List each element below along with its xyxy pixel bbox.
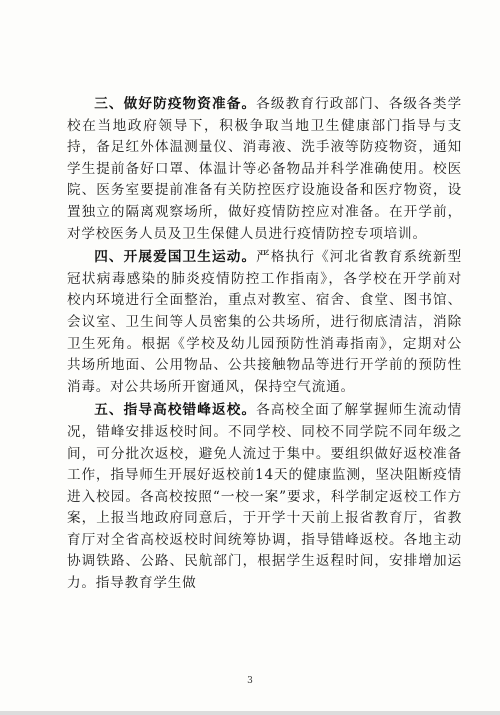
section-five-paragraph [67,400,462,594]
section-five-body: 各高校全面了解掌握师生流动情况，错峰安排返校时间。不同学校、同校不同学院不同年级之间，可分批次返校，避免人流过于集中。要组织做好返校准备工作，指导师生开展好返校前14天的健康监测，坚决阻断疫情进入校园。各高校按照“一校一案”要求，科学制定返校工作方案，上报当地政府同意后，于开学十天前上报省教育厅，省教育厅对全省高校返校时间统筹协调，指导错峰返校。各地主动协调铁路、公路、民航部门，根据学生返程时间，安排增加运力。指导教育学生做 [67,402,462,592]
page-bottom-edge [0,711,500,715]
section-four-body: 严格执行《河北省教育系统新型冠状病毒感染的肺炎疫情防控工作指南》，各学校在开学前对校内环境进行全面整治，重点对教室、宿舍、食堂、图书馆、会议室、卫生间等人员密集的公共场所，进行彻底清洁，消除卫生死角。根据《学校及幼儿园预防性消毒指南》，定期对公共场所地面、公用物品、公共接触物品等进行开学前的预防性消毒。对公共场所开窗通风，保持空气流通。 [67,249,462,395]
section-five-heading: 五、指导高校错峰返校。 [94,402,257,419]
document-body [67,94,462,597]
page-number: 3 [247,676,253,686]
section-four-heading: 四、开展爱国卫生运动。 [94,249,257,266]
section-three-paragraph [67,94,462,245]
section-four-paragraph [67,247,462,398]
section-three-heading: 三、做好防疫物资准备。 [94,96,257,112]
section-three-body: 各级教育行政部门、各级各类学校在当地政府领导下，积极争取当地卫生健康部门指导与支持，备足红外体温测量仪、消毒液、洗手液等防疫物资，通知学生提前备好口罩、体温计等必备物品并科学准确使用。校医院、医务室要提前准备有关防控医疗设施设备和医疗物资，设置独立的隔离观察场所，做好疫情防控应对准备。在开学前，对学校医务人员及卫生保健人员进行疫情防控专项培训。 [67,96,462,242]
